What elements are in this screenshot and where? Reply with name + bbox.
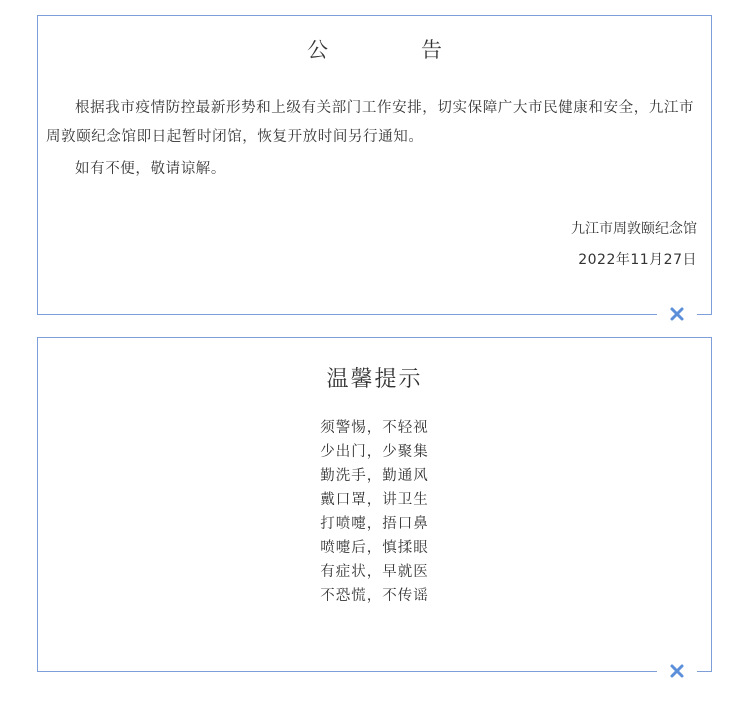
notice-paragraph: 根据我市疫情防控最新形势和上级有关部门工作安排，切实保障广大市民健康和安全，九江市周敦颐纪念馆即日起暂时闭馆，恢复开放时间另行通知。 <box>46 100 695 145</box>
tip-line: 须警惕，不轻视 <box>320 420 429 436</box>
tip-line: 不恐慌，不传谣 <box>320 588 429 604</box>
x-cross-icon <box>657 661 697 681</box>
notice-body <box>46 94 706 187</box>
signature-date: 2022年11月27日 <box>578 252 697 268</box>
notice-card <box>37 15 712 315</box>
signature-organization: 九江市周敦颐纪念馆 <box>571 221 697 237</box>
tip-line: 勤洗手，勤通风 <box>320 468 429 484</box>
tips-title: 温馨提示 <box>326 367 423 392</box>
x-cross-icon <box>657 304 697 324</box>
tips-list <box>38 416 711 608</box>
tip-line: 有症状，早就医 <box>320 564 429 580</box>
notice-paragraph: 如有不便，敬请谅解。 <box>75 161 226 177</box>
tips-card <box>37 337 712 672</box>
tip-line: 打喷嚏，捂口鼻 <box>320 516 429 532</box>
notice-title: 公 告 <box>307 38 478 62</box>
tip-line: 戴口罩，讲卫生 <box>320 492 429 508</box>
tip-line: 少出门，少聚集 <box>320 444 429 460</box>
tip-line: 喷嚏后，慎揉眼 <box>320 540 429 556</box>
